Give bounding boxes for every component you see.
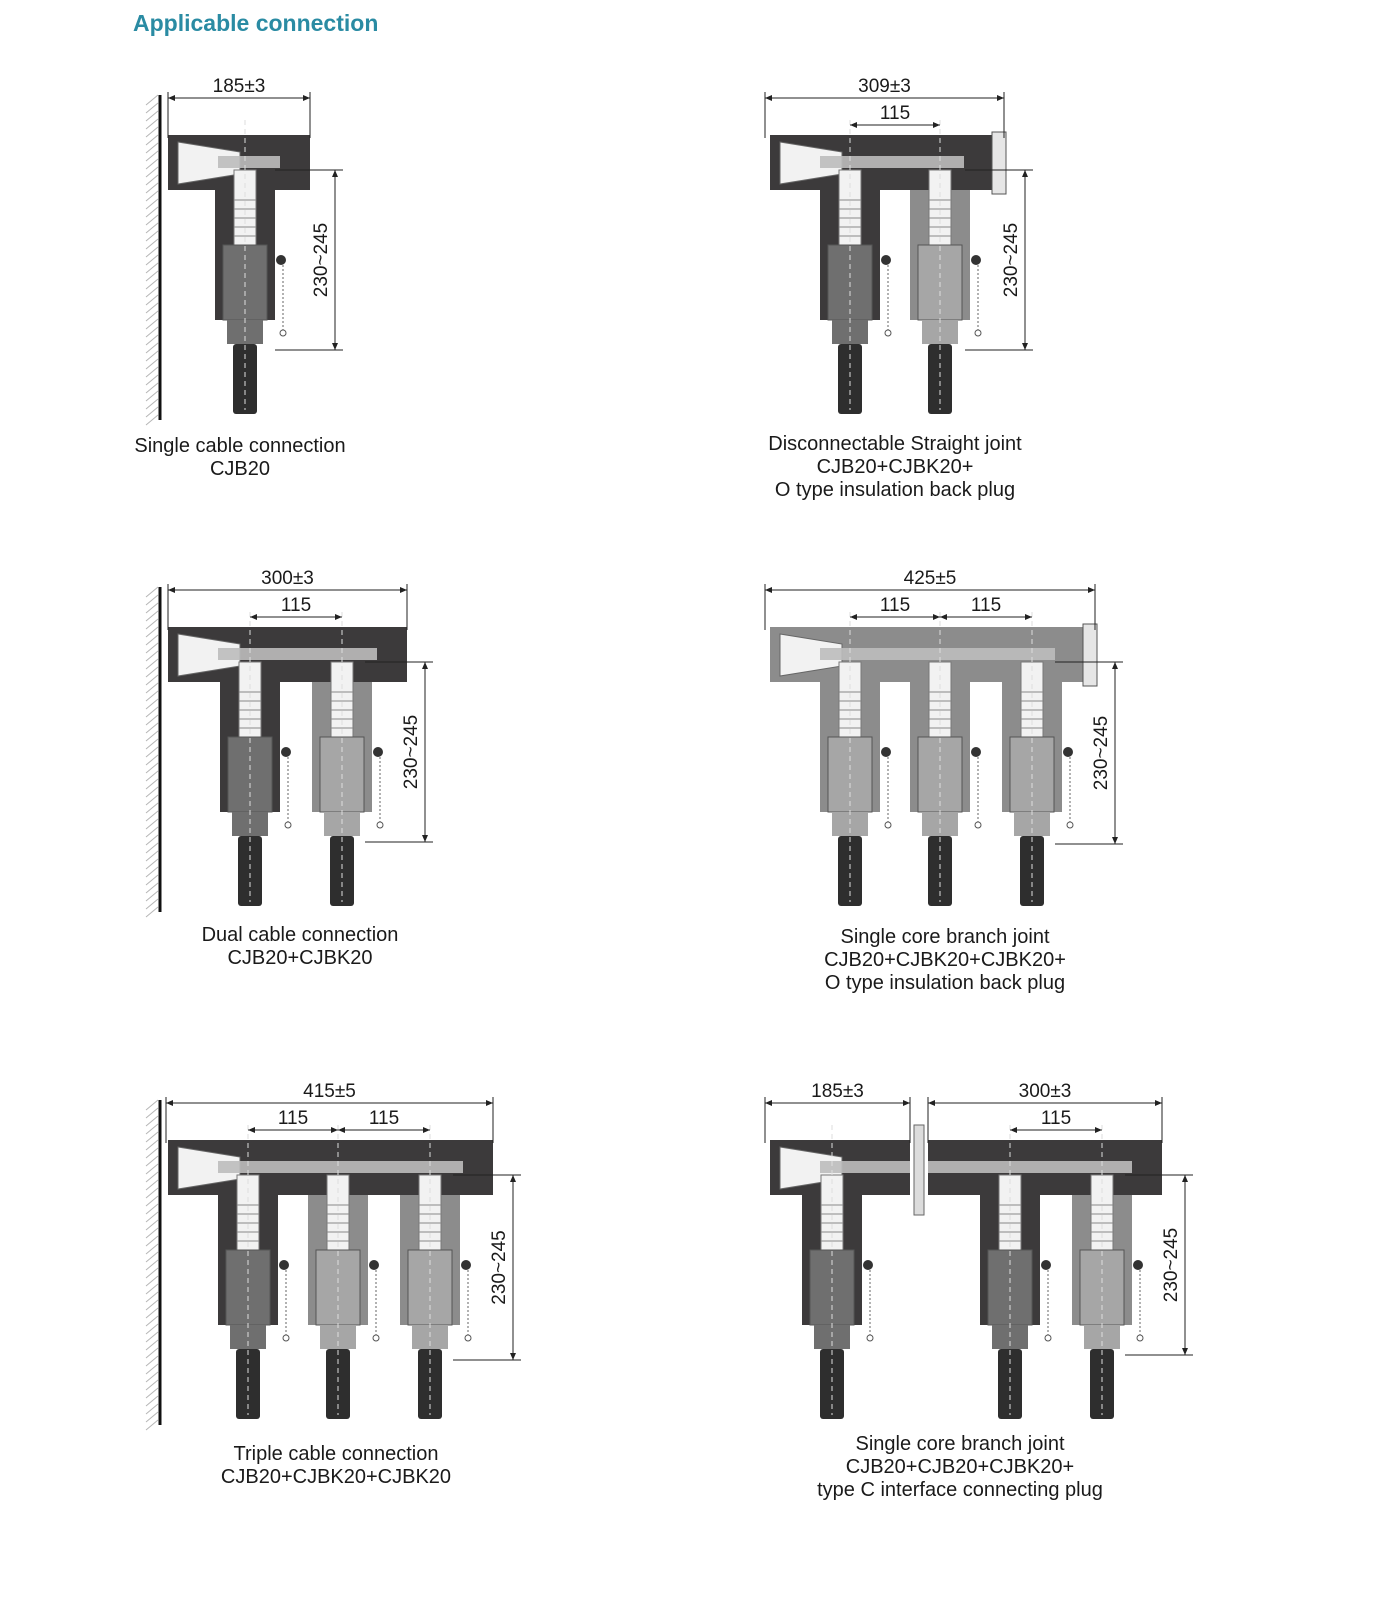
wall-hatch: [146, 143, 158, 153]
wall-hatch: [146, 795, 158, 805]
earth-lug-icon: [863, 1260, 873, 1270]
dimension-label: 115: [879, 595, 911, 616]
wall-hatch: [146, 683, 158, 693]
wall-hatch: [146, 907, 158, 917]
threaded-rod: [820, 648, 1055, 660]
wall-hatch: [146, 343, 158, 353]
dimension-arrow: [997, 95, 1004, 101]
caption-branch-joint-c: [800, 1433, 1120, 1502]
dimension-label: 230~245: [1161, 1227, 1182, 1303]
dimension-arrow: [332, 343, 338, 350]
wall-hatch: [146, 1188, 158, 1198]
earth-lug-icon: [971, 747, 981, 757]
earth-lug-icon: [1133, 1260, 1143, 1270]
wall-hatch: [146, 1116, 158, 1126]
earth-terminal-icon: [885, 330, 891, 336]
wall-hatch: [146, 899, 158, 909]
earth-terminal-icon: [975, 822, 981, 828]
wall-hatch: [146, 191, 158, 201]
wall-hatch: [146, 1348, 158, 1358]
wall-hatch: [146, 787, 158, 797]
wall-hatch: [146, 239, 158, 249]
earth-lug-icon: [881, 255, 891, 265]
wall-hatch: [146, 303, 158, 313]
dimension-arrow: [303, 95, 310, 101]
dimension-label: 230~245: [311, 222, 332, 298]
wall-hatch: [146, 651, 158, 661]
wall-hatch: [146, 119, 158, 129]
dimension-arrow: [248, 1127, 255, 1133]
wall-hatch: [146, 1212, 158, 1222]
wall-hatch: [146, 183, 158, 193]
dimension-label: 115: [368, 1108, 400, 1129]
page-title: Applicable connection: [133, 10, 379, 36]
diagram-dual-cable: [120, 562, 760, 1062]
caption-line: CJB20+CJBK20: [227, 947, 373, 969]
caption-line: CJB20+CJBK20+CJBK20: [220, 1466, 452, 1488]
back-plug: [1083, 624, 1097, 686]
dimension-arrow: [1182, 1175, 1188, 1182]
dimension-arrow: [765, 1100, 772, 1106]
diagram-branch-joint-c-drawing: [750, 1075, 1390, 1445]
dimension-arrow: [765, 95, 772, 101]
threaded-rod: [218, 1161, 463, 1173]
diagram-triple-cable: [120, 1075, 760, 1575]
wall-hatch: [146, 199, 158, 209]
caption-line: CJB20+CJB20+CJBK20+: [845, 1456, 1075, 1478]
wall-hatch: [146, 603, 158, 613]
dimension-arrow: [510, 1353, 516, 1360]
wall-hatch: [146, 1268, 158, 1278]
wall-hatch: [146, 415, 158, 425]
caption-line: Single cable connection: [134, 435, 346, 457]
dimension-arrow: [1025, 614, 1032, 620]
dimension-arrow: [765, 587, 772, 593]
dimension-label: 309±3: [858, 76, 911, 97]
wall-hatch: [146, 1180, 158, 1190]
wall-hatch: [146, 127, 158, 137]
caption-line: Dual cable connection: [201, 924, 399, 946]
wall-hatch: [146, 859, 158, 869]
diagram-single-cable: [120, 70, 760, 570]
diagram-branch-joint-o: [750, 562, 1390, 1062]
wall-hatch: [146, 311, 158, 321]
wall-hatch: [146, 327, 158, 337]
wall-hatch: [146, 1300, 158, 1310]
wall-hatch: [146, 811, 158, 821]
dimension-label: 185±3: [212, 76, 266, 97]
wall-hatch: [146, 875, 158, 885]
caption-line: O type insulation back plug: [774, 479, 1016, 501]
dimension-arrow: [933, 614, 940, 620]
wall-hatch: [146, 1196, 158, 1206]
wall-hatch: [146, 691, 158, 701]
wall-hatch: [146, 1252, 158, 1262]
dimension-label: 425±5: [903, 568, 957, 589]
dimension-arrow: [422, 835, 428, 842]
dimension-arrow: [400, 587, 407, 593]
wall-hatch: [146, 1156, 158, 1166]
wall-hatch: [146, 375, 158, 385]
caption-line: Single core branch joint: [855, 1433, 1065, 1455]
dimension-arrow: [1022, 170, 1028, 177]
wall-hatch: [146, 1324, 158, 1334]
wall-hatch: [146, 1132, 158, 1142]
earth-terminal-icon: [373, 1335, 379, 1341]
dimension-label: 300±3: [1018, 1081, 1072, 1102]
caption-line: O type insulation back plug: [824, 972, 1066, 994]
dimension-arrow: [338, 1127, 345, 1133]
dimension-label: 185±3: [811, 1081, 864, 1102]
earth-lug-icon: [1063, 747, 1073, 757]
dimension-label: 115: [879, 103, 911, 124]
wall-hatch: [146, 1140, 158, 1150]
wall-hatch: [146, 851, 158, 861]
caption-line: Single core branch joint: [840, 926, 1050, 948]
wall-hatch: [146, 611, 158, 621]
dimension-label: 230~245: [1001, 222, 1022, 298]
dimension-arrow: [335, 614, 342, 620]
dimension-arrow: [903, 1100, 910, 1106]
wall-hatch: [146, 643, 158, 653]
dimension-arrow: [332, 170, 338, 177]
threaded-rod: [820, 156, 964, 168]
threaded-rod: [820, 1161, 1132, 1173]
dimension-label: 230~245: [489, 1230, 510, 1305]
dimension-arrow: [1010, 1127, 1017, 1133]
wall-hatch: [146, 175, 158, 185]
dimension-arrow: [510, 1175, 516, 1182]
dimension-arrow: [166, 1100, 173, 1106]
wall-hatch: [146, 383, 158, 393]
earth-terminal-icon: [280, 330, 286, 336]
earth-lug-icon: [1041, 1260, 1051, 1270]
wall-hatch: [146, 883, 158, 893]
dimension-arrow: [928, 1100, 935, 1106]
earth-lug-icon: [373, 747, 383, 757]
wall-hatch: [146, 167, 158, 177]
caption-line: CJB20+CJBK20+: [816, 456, 974, 478]
wall-hatch: [146, 635, 158, 645]
wall-hatch: [146, 1396, 158, 1406]
wall-hatch: [146, 803, 158, 813]
caption-line: Disconnectable Straight joint: [768, 433, 1022, 455]
diagram-branch-joint-o-drawing: [750, 562, 1390, 932]
wall-hatch: [146, 891, 158, 901]
dimension-arrow: [1095, 1127, 1102, 1133]
wall-hatch: [146, 627, 158, 637]
earth-terminal-icon: [377, 822, 383, 828]
wall-hatch: [146, 295, 158, 305]
earth-terminal-icon: [975, 330, 981, 336]
wall-hatch: [146, 1356, 158, 1366]
dimension-label: 115: [280, 595, 312, 616]
wall-hatch: [146, 111, 158, 121]
wall-hatch: [146, 367, 158, 377]
wall-hatch: [146, 151, 158, 161]
wall-hatch: [146, 1284, 158, 1294]
wall-hatch: [146, 659, 158, 669]
wall-hatch: [146, 1388, 158, 1398]
wall-hatch: [146, 1372, 158, 1382]
wall-hatch: [146, 247, 158, 257]
earth-lug-icon: [279, 1260, 289, 1270]
caption-branch-joint-o: [800, 926, 1090, 995]
wall-hatch: [146, 1420, 158, 1430]
wall-hatch: [146, 1100, 158, 1110]
wall-hatch: [146, 359, 158, 369]
dimension-arrow: [1112, 662, 1118, 669]
earth-terminal-icon: [283, 1335, 289, 1341]
diagram-branch-joint-c: [750, 1075, 1390, 1575]
caption-line: type C interface connecting plug: [817, 1479, 1103, 1501]
wall-hatch: [146, 351, 158, 361]
caption-triple-cable: [200, 1443, 472, 1489]
earth-lug-icon: [461, 1260, 471, 1270]
wall-hatch: [146, 319, 158, 329]
wall-hatch: [146, 1260, 158, 1270]
dimension-arrow: [168, 587, 175, 593]
dimension-label: 300±3: [261, 568, 314, 589]
wall-hatch: [146, 763, 158, 773]
wall-hatch: [146, 231, 158, 241]
dimension-arrow: [1022, 343, 1028, 350]
dimension-arrow: [850, 122, 857, 128]
dimension-arrow: [331, 1127, 338, 1133]
wall-hatch: [146, 771, 158, 781]
dimension-arrow: [486, 1100, 493, 1106]
wall-hatch: [146, 335, 158, 345]
wall-hatch: [146, 1204, 158, 1214]
wall-hatch: [146, 1340, 158, 1350]
wall-hatch: [146, 1332, 158, 1342]
caption-single-cable: [120, 435, 360, 481]
earth-terminal-icon: [465, 1335, 471, 1341]
earth-lug-icon: [971, 255, 981, 265]
dimension-arrow: [940, 614, 947, 620]
wall-hatch: [146, 747, 158, 757]
dimension-arrow: [1182, 1348, 1188, 1355]
diagram-dual-cable-drawing: [120, 562, 760, 932]
wall-hatch: [146, 287, 158, 297]
earth-terminal-icon: [1067, 822, 1073, 828]
wall-hatch: [146, 843, 158, 853]
wall-hatch: [146, 715, 158, 725]
earth-lug-icon: [369, 1260, 379, 1270]
dimension-arrow: [1112, 837, 1118, 844]
wall-hatch: [146, 667, 158, 677]
wall-hatch: [146, 707, 158, 717]
wall-hatch: [146, 595, 158, 605]
wall-hatch: [146, 407, 158, 417]
wall-hatch: [146, 1164, 158, 1174]
earth-lug-icon: [281, 747, 291, 757]
wall-hatch: [146, 1276, 158, 1286]
diagram-straight-joint-drawing: [750, 70, 1390, 440]
dimension-arrow: [850, 614, 857, 620]
wall-hatch: [146, 1316, 158, 1326]
wall-hatch: [146, 587, 158, 597]
wall-hatch: [146, 835, 158, 845]
wall-hatch: [146, 399, 158, 409]
wall-hatch: [146, 819, 158, 829]
wall-hatch: [146, 1172, 158, 1182]
earth-terminal-icon: [1045, 1335, 1051, 1341]
wall-hatch: [146, 1380, 158, 1390]
threaded-rod: [218, 156, 280, 168]
caption-dual-cable: [180, 924, 420, 970]
wall-hatch: [146, 223, 158, 233]
wall-hatch: [146, 1404, 158, 1414]
diagram-single-cable-drawing: [120, 70, 760, 440]
wall-hatch: [146, 731, 158, 741]
earth-terminal-icon: [867, 1335, 873, 1341]
wall-hatch: [146, 867, 158, 877]
wall-hatch: [146, 755, 158, 765]
diagram-straight-joint: [750, 70, 1390, 570]
wall-hatch: [146, 1220, 158, 1230]
diagram-triple-cable-drawing: [120, 1075, 760, 1445]
wall-hatch: [146, 135, 158, 145]
wall-hatch: [146, 1124, 158, 1134]
wall-hatch: [146, 159, 158, 169]
back-plug: [992, 132, 1006, 194]
wall-hatch: [146, 1364, 158, 1374]
dimension-label: 115: [277, 1108, 309, 1129]
dimension-label: 230~245: [401, 714, 422, 790]
earth-lug-icon: [276, 255, 286, 265]
wall-hatch: [146, 723, 158, 733]
dimension-label: 415±5: [303, 1081, 356, 1102]
dimension-label: 115: [1040, 1108, 1072, 1129]
dimension-arrow: [1155, 1100, 1162, 1106]
wall-hatch: [146, 263, 158, 273]
wall-hatch: [146, 215, 158, 225]
wall-hatch: [146, 1108, 158, 1118]
wall-hatch: [146, 95, 158, 105]
caption-line: CJB20+CJBK20+CJBK20+: [824, 949, 1066, 971]
dimension-arrow: [933, 122, 940, 128]
wall-hatch: [146, 271, 158, 281]
wall-hatch: [146, 779, 158, 789]
caption-line: CJB20: [209, 458, 271, 480]
connecting-plug: [914, 1125, 924, 1215]
caption-straight-joint: [750, 433, 1040, 502]
dimension-arrow: [168, 95, 175, 101]
wall-hatch: [146, 255, 158, 265]
wall-hatch: [146, 675, 158, 685]
wall-hatch: [146, 739, 158, 749]
dimension-label: 115: [970, 595, 1002, 616]
wall-hatch: [146, 279, 158, 289]
dimension-arrow: [1088, 587, 1095, 593]
wall-hatch: [146, 699, 158, 709]
caption-line: Triple cable connection: [233, 1443, 439, 1465]
wall-hatch: [146, 1236, 158, 1246]
threaded-rod: [218, 648, 377, 660]
earth-terminal-icon: [1137, 1335, 1143, 1341]
earth-terminal-icon: [285, 822, 291, 828]
wall-hatch: [146, 391, 158, 401]
dimension-arrow: [422, 662, 428, 669]
wall-hatch: [146, 207, 158, 217]
wall-hatch: [146, 1292, 158, 1302]
wall-hatch: [146, 827, 158, 837]
wall-hatch: [146, 1412, 158, 1422]
earth-terminal-icon: [885, 822, 891, 828]
wall-hatch: [146, 1244, 158, 1254]
wall-hatch: [146, 1308, 158, 1318]
earth-lug-icon: [881, 747, 891, 757]
wall-hatch: [146, 619, 158, 629]
dimension-arrow: [250, 614, 257, 620]
wall-hatch: [146, 1228, 158, 1238]
wall-hatch: [146, 1148, 158, 1158]
dimension-arrow: [423, 1127, 430, 1133]
dimension-label: 230~245: [1091, 715, 1112, 791]
wall-hatch: [146, 103, 158, 113]
